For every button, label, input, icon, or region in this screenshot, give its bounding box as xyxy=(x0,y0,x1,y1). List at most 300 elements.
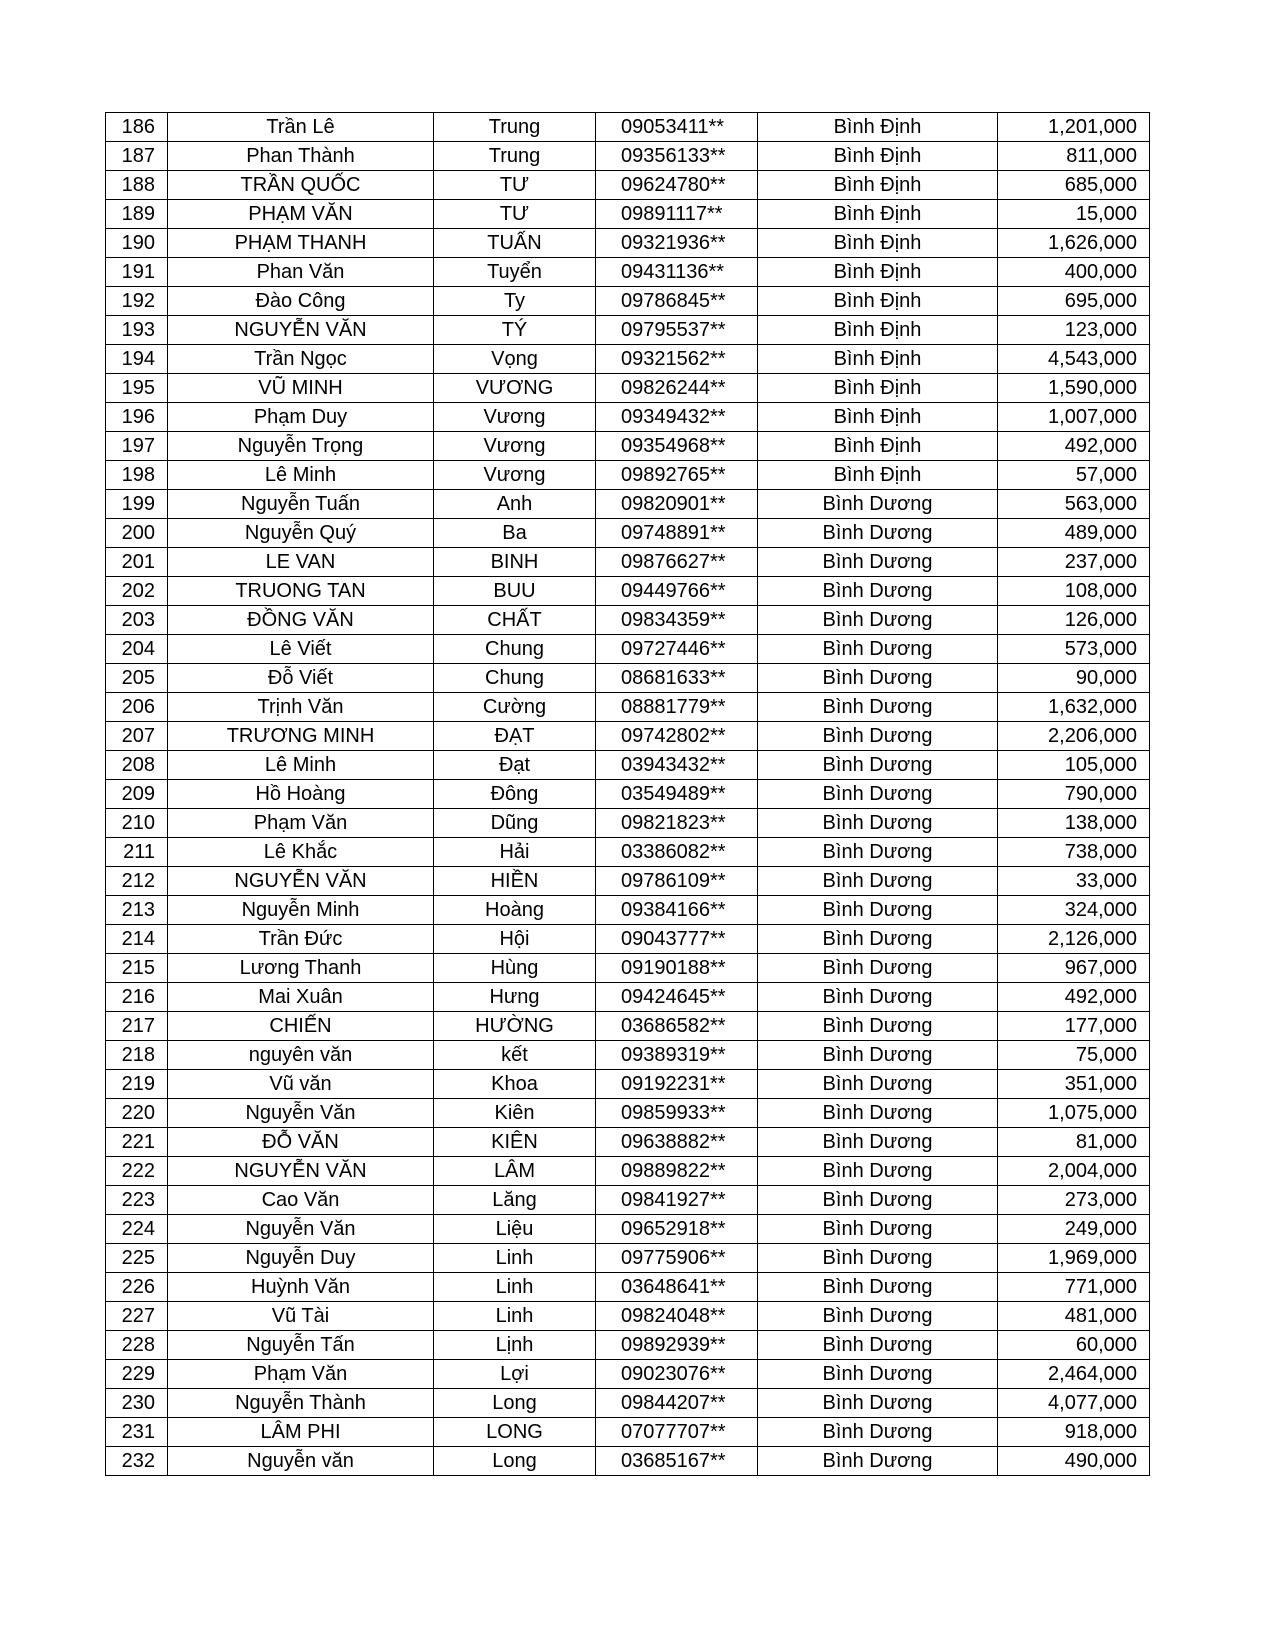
amount-cell: 1,007,000 xyxy=(998,403,1150,432)
surname-cell: TRUONG TAN xyxy=(168,577,434,606)
surname-cell: Phạm Duy xyxy=(168,403,434,432)
phone-cell: 09821823** xyxy=(596,809,758,838)
province-cell: Bình Định xyxy=(758,316,998,345)
amount-cell: 15,000 xyxy=(998,200,1150,229)
amount-cell: 918,000 xyxy=(998,1418,1150,1447)
row-number-cell: 196 xyxy=(106,403,168,432)
table-row xyxy=(106,1302,1150,1331)
row-number-cell: 231 xyxy=(106,1418,168,1447)
phone-cell: 03648641** xyxy=(596,1273,758,1302)
table-body xyxy=(106,113,1150,1476)
province-cell: Bình Dương xyxy=(758,577,998,606)
amount-cell: 57,000 xyxy=(998,461,1150,490)
province-cell: Bình Dương xyxy=(758,1360,998,1389)
table-row xyxy=(106,896,1150,925)
table-row xyxy=(106,664,1150,693)
row-number-cell: 202 xyxy=(106,577,168,606)
row-number-cell: 203 xyxy=(106,606,168,635)
province-cell: Bình Dương xyxy=(758,722,998,751)
given-name-cell: Hải xyxy=(434,838,596,867)
phone-cell: 03549489** xyxy=(596,780,758,809)
table-row xyxy=(106,1012,1150,1041)
table-row xyxy=(106,1215,1150,1244)
surname-cell: TRƯƠNG MINH xyxy=(168,722,434,751)
row-number-cell: 220 xyxy=(106,1099,168,1128)
row-number-cell: 217 xyxy=(106,1012,168,1041)
surname-cell: Nguyễn Tấn xyxy=(168,1331,434,1360)
given-name-cell: Trung xyxy=(434,142,596,171)
row-number-cell: 205 xyxy=(106,664,168,693)
given-name-cell: Vương xyxy=(434,403,596,432)
province-cell: Bình Dương xyxy=(758,780,998,809)
phone-cell: 09652918** xyxy=(596,1215,758,1244)
province-cell: Bình Dương xyxy=(758,867,998,896)
given-name-cell: Vương xyxy=(434,461,596,490)
given-name-cell: Lăng xyxy=(434,1186,596,1215)
surname-cell: Nguyễn Minh xyxy=(168,896,434,925)
row-number-cell: 188 xyxy=(106,171,168,200)
row-number-cell: 225 xyxy=(106,1244,168,1273)
given-name-cell: Liệu xyxy=(434,1215,596,1244)
amount-cell: 90,000 xyxy=(998,664,1150,693)
row-number-cell: 206 xyxy=(106,693,168,722)
phone-cell: 03685167** xyxy=(596,1447,758,1476)
row-number-cell: 194 xyxy=(106,345,168,374)
row-number-cell: 230 xyxy=(106,1389,168,1418)
given-name-cell: ĐẠT xyxy=(434,722,596,751)
province-cell: Bình Dương xyxy=(758,1447,998,1476)
surname-cell: Phạm Văn xyxy=(168,809,434,838)
given-name-cell: Hùng xyxy=(434,954,596,983)
table-row xyxy=(106,1070,1150,1099)
phone-cell: 09349432** xyxy=(596,403,758,432)
surname-cell: Hồ Hoàng xyxy=(168,780,434,809)
province-cell: Bình Dương xyxy=(758,1157,998,1186)
amount-cell: 108,000 xyxy=(998,577,1150,606)
amount-cell: 324,000 xyxy=(998,896,1150,925)
province-cell: Bình Dương xyxy=(758,751,998,780)
row-number-cell: 223 xyxy=(106,1186,168,1215)
given-name-cell: Đông xyxy=(434,780,596,809)
given-name-cell: Tuyển xyxy=(434,258,596,287)
amount-cell: 563,000 xyxy=(998,490,1150,519)
surname-cell: CHIẾN xyxy=(168,1012,434,1041)
surname-cell: Nguyễn Tuấn xyxy=(168,490,434,519)
province-cell: Bình Dương xyxy=(758,1186,998,1215)
province-cell: Bình Dương xyxy=(758,838,998,867)
surname-cell: nguyên văn xyxy=(168,1041,434,1070)
given-name-cell: TUẤN xyxy=(434,229,596,258)
row-number-cell: 228 xyxy=(106,1331,168,1360)
phone-cell: 09356133** xyxy=(596,142,758,171)
province-cell: Bình Định xyxy=(758,258,998,287)
phone-cell: 09321562** xyxy=(596,345,758,374)
amount-cell: 492,000 xyxy=(998,432,1150,461)
surname-cell: Lê Minh xyxy=(168,461,434,490)
amount-cell: 2,206,000 xyxy=(998,722,1150,751)
table-row xyxy=(106,954,1150,983)
surname-cell: Nguyễn Duy xyxy=(168,1244,434,1273)
row-number-cell: 200 xyxy=(106,519,168,548)
table-row xyxy=(106,113,1150,142)
surname-cell: Nguyễn Thành xyxy=(168,1389,434,1418)
amount-cell: 1,969,000 xyxy=(998,1244,1150,1273)
amount-cell: 1,632,000 xyxy=(998,693,1150,722)
phone-cell: 09053411** xyxy=(596,113,758,142)
province-cell: Bình Định xyxy=(758,432,998,461)
phone-cell: 09892939** xyxy=(596,1331,758,1360)
surname-cell: Trần Lê xyxy=(168,113,434,142)
surname-cell: Trịnh Văn xyxy=(168,693,434,722)
table-row xyxy=(106,1418,1150,1447)
province-cell: Bình Định xyxy=(758,403,998,432)
amount-cell: 790,000 xyxy=(998,780,1150,809)
row-number-cell: 212 xyxy=(106,867,168,896)
table-row xyxy=(106,142,1150,171)
surname-cell: ĐỒNG VĂN xyxy=(168,606,434,635)
given-name-cell: Hội xyxy=(434,925,596,954)
phone-cell: 09844207** xyxy=(596,1389,758,1418)
row-number-cell: 186 xyxy=(106,113,168,142)
province-cell: Bình Dương xyxy=(758,519,998,548)
row-number-cell: 201 xyxy=(106,548,168,577)
table-row xyxy=(106,345,1150,374)
amount-cell: 695,000 xyxy=(998,287,1150,316)
row-number-cell: 221 xyxy=(106,1128,168,1157)
phone-cell: 09820901** xyxy=(596,490,758,519)
province-cell: Bình Định xyxy=(758,374,998,403)
province-cell: Bình Dương xyxy=(758,1128,998,1157)
province-cell: Bình Dương xyxy=(758,1099,998,1128)
given-name-cell: Lợi xyxy=(434,1360,596,1389)
phone-cell: 09321936** xyxy=(596,229,758,258)
table-row xyxy=(106,1041,1150,1070)
table-row xyxy=(106,1389,1150,1418)
phone-cell: 09824048** xyxy=(596,1302,758,1331)
amount-cell: 2,126,000 xyxy=(998,925,1150,954)
amount-cell: 2,004,000 xyxy=(998,1157,1150,1186)
phone-cell: 09424645** xyxy=(596,983,758,1012)
table-row xyxy=(106,780,1150,809)
amount-cell: 490,000 xyxy=(998,1447,1150,1476)
given-name-cell: KIÊN xyxy=(434,1128,596,1157)
given-name-cell: Linh xyxy=(434,1273,596,1302)
phone-cell: 09727446** xyxy=(596,635,758,664)
given-name-cell: Linh xyxy=(434,1302,596,1331)
table-row xyxy=(106,693,1150,722)
amount-cell: 738,000 xyxy=(998,838,1150,867)
province-cell: Bình Định xyxy=(758,113,998,142)
amount-cell: 2,464,000 xyxy=(998,1360,1150,1389)
table-row xyxy=(106,1273,1150,1302)
surname-cell: Trần Đức xyxy=(168,925,434,954)
given-name-cell: Lịnh xyxy=(434,1331,596,1360)
amount-cell: 1,075,000 xyxy=(998,1099,1150,1128)
row-number-cell: 219 xyxy=(106,1070,168,1099)
given-name-cell: HIỀN xyxy=(434,867,596,896)
table-row xyxy=(106,1244,1150,1273)
amount-cell: 126,000 xyxy=(998,606,1150,635)
amount-cell: 685,000 xyxy=(998,171,1150,200)
row-number-cell: 193 xyxy=(106,316,168,345)
given-name-cell: Vương xyxy=(434,432,596,461)
given-name-cell: Ba xyxy=(434,519,596,548)
row-number-cell: 215 xyxy=(106,954,168,983)
surname-cell: PHẠM VĂN xyxy=(168,200,434,229)
surname-cell: LE VAN xyxy=(168,548,434,577)
province-cell: Bình Dương xyxy=(758,548,998,577)
province-cell: Bình Dương xyxy=(758,983,998,1012)
table-row xyxy=(106,751,1150,780)
province-cell: Bình Định xyxy=(758,171,998,200)
row-number-cell: 191 xyxy=(106,258,168,287)
row-number-cell: 192 xyxy=(106,287,168,316)
phone-cell: 09624780** xyxy=(596,171,758,200)
amount-cell: 967,000 xyxy=(998,954,1150,983)
table-row xyxy=(106,1157,1150,1186)
surname-cell: Đào Công xyxy=(168,287,434,316)
phone-cell: 09795537** xyxy=(596,316,758,345)
given-name-cell: Khoa xyxy=(434,1070,596,1099)
row-number-cell: 187 xyxy=(106,142,168,171)
given-name-cell: TƯ xyxy=(434,200,596,229)
amount-cell: 4,077,000 xyxy=(998,1389,1150,1418)
amount-cell: 249,000 xyxy=(998,1215,1150,1244)
table-row xyxy=(106,171,1150,200)
table-row xyxy=(106,867,1150,896)
province-cell: Bình Dương xyxy=(758,1244,998,1273)
province-cell: Bình Dương xyxy=(758,1331,998,1360)
amount-cell: 1,590,000 xyxy=(998,374,1150,403)
given-name-cell: Vọng xyxy=(434,345,596,374)
amount-cell: 60,000 xyxy=(998,1331,1150,1360)
phone-cell: 09891117** xyxy=(596,200,758,229)
given-name-cell: Long xyxy=(434,1389,596,1418)
province-cell: Bình Dương xyxy=(758,1273,998,1302)
phone-cell: 09043777** xyxy=(596,925,758,954)
amount-cell: 75,000 xyxy=(998,1041,1150,1070)
table-row xyxy=(106,983,1150,1012)
given-name-cell: Kiên xyxy=(434,1099,596,1128)
given-name-cell: BUU xyxy=(434,577,596,606)
phone-cell: 03943432** xyxy=(596,751,758,780)
amount-cell: 273,000 xyxy=(998,1186,1150,1215)
table-row xyxy=(106,1099,1150,1128)
table-row xyxy=(106,548,1150,577)
amount-cell: 771,000 xyxy=(998,1273,1150,1302)
table-row xyxy=(106,403,1150,432)
province-cell: Bình Định xyxy=(758,345,998,374)
surname-cell: Vũ Tài xyxy=(168,1302,434,1331)
province-cell: Bình Dương xyxy=(758,635,998,664)
table-row xyxy=(106,809,1150,838)
given-name-cell: Hoàng xyxy=(434,896,596,925)
row-number-cell: 197 xyxy=(106,432,168,461)
surname-cell: Lê Viết xyxy=(168,635,434,664)
amount-cell: 492,000 xyxy=(998,983,1150,1012)
province-cell: Bình Dương xyxy=(758,693,998,722)
province-cell: Bình Dương xyxy=(758,925,998,954)
given-name-cell: Đạt xyxy=(434,751,596,780)
surname-cell: Phan Văn xyxy=(168,258,434,287)
surname-cell: Nguyễn văn xyxy=(168,1447,434,1476)
given-name-cell: Trung xyxy=(434,113,596,142)
province-cell: Bình Định xyxy=(758,287,998,316)
phone-cell: 09190188** xyxy=(596,954,758,983)
phone-cell: 09431136** xyxy=(596,258,758,287)
surname-cell: Lê Khắc xyxy=(168,838,434,867)
surname-cell: Mai Xuân xyxy=(168,983,434,1012)
amount-cell: 81,000 xyxy=(998,1128,1150,1157)
table-row xyxy=(106,200,1150,229)
given-name-cell: kết xyxy=(434,1041,596,1070)
surname-cell: Trần Ngọc xyxy=(168,345,434,374)
province-cell: Bình Dương xyxy=(758,1041,998,1070)
phone-cell: 09354968** xyxy=(596,432,758,461)
table-row xyxy=(106,287,1150,316)
surname-cell: NGUYỄN VĂN xyxy=(168,867,434,896)
surname-cell: PHẠM THANH xyxy=(168,229,434,258)
surname-cell: Nguyễn Văn xyxy=(168,1215,434,1244)
surname-cell: Nguyễn Quý xyxy=(168,519,434,548)
table-row xyxy=(106,577,1150,606)
amount-cell: 4,543,000 xyxy=(998,345,1150,374)
row-number-cell: 232 xyxy=(106,1447,168,1476)
phone-cell: 09889822** xyxy=(596,1157,758,1186)
surname-cell: ĐỖ VĂN xyxy=(168,1128,434,1157)
province-cell: Bình Dương xyxy=(758,1389,998,1418)
row-number-cell: 199 xyxy=(106,490,168,519)
province-cell: Bình Dương xyxy=(758,664,998,693)
given-name-cell: TÝ xyxy=(434,316,596,345)
province-cell: Bình Dương xyxy=(758,1070,998,1099)
amount-cell: 351,000 xyxy=(998,1070,1150,1099)
table-row xyxy=(106,606,1150,635)
province-cell: Bình Định xyxy=(758,461,998,490)
surname-cell: Lương Thanh xyxy=(168,954,434,983)
given-name-cell: LONG xyxy=(434,1418,596,1447)
surname-cell: Vũ văn xyxy=(168,1070,434,1099)
province-cell: Bình Dương xyxy=(758,490,998,519)
row-number-cell: 214 xyxy=(106,925,168,954)
phone-cell: 09892765** xyxy=(596,461,758,490)
row-number-cell: 213 xyxy=(106,896,168,925)
amount-cell: 237,000 xyxy=(998,548,1150,577)
row-number-cell: 198 xyxy=(106,461,168,490)
phone-cell: 09742802** xyxy=(596,722,758,751)
province-cell: Bình Định xyxy=(758,200,998,229)
amount-cell: 105,000 xyxy=(998,751,1150,780)
table-row xyxy=(106,519,1150,548)
phone-cell: 09786845** xyxy=(596,287,758,316)
row-number-cell: 229 xyxy=(106,1360,168,1389)
row-number-cell: 227 xyxy=(106,1302,168,1331)
phone-cell: 09859933** xyxy=(596,1099,758,1128)
row-number-cell: 226 xyxy=(106,1273,168,1302)
province-cell: Bình Dương xyxy=(758,1215,998,1244)
given-name-cell: TƯ xyxy=(434,171,596,200)
table-row xyxy=(106,461,1150,490)
surname-cell: Phan Thành xyxy=(168,142,434,171)
amount-cell: 33,000 xyxy=(998,867,1150,896)
surname-cell: LÂM PHI xyxy=(168,1418,434,1447)
province-cell: Bình Dương xyxy=(758,809,998,838)
surname-cell: NGUYỄN VĂN xyxy=(168,316,434,345)
phone-cell: 09841927** xyxy=(596,1186,758,1215)
phone-cell: 09826244** xyxy=(596,374,758,403)
table-row xyxy=(106,432,1150,461)
table-row xyxy=(106,490,1150,519)
surname-cell: Huỳnh Văn xyxy=(168,1273,434,1302)
amount-cell: 1,201,000 xyxy=(998,113,1150,142)
phone-cell: 03386082** xyxy=(596,838,758,867)
given-name-cell: HƯỜNG xyxy=(434,1012,596,1041)
phone-cell: 08681633** xyxy=(596,664,758,693)
amount-cell: 573,000 xyxy=(998,635,1150,664)
amount-cell: 1,626,000 xyxy=(998,229,1150,258)
province-cell: Bình Định xyxy=(758,229,998,258)
row-number-cell: 190 xyxy=(106,229,168,258)
phone-cell: 09748891** xyxy=(596,519,758,548)
table-row xyxy=(106,1331,1150,1360)
given-name-cell: Dũng xyxy=(434,809,596,838)
row-number-cell: 207 xyxy=(106,722,168,751)
given-name-cell: BINH xyxy=(434,548,596,577)
amount-cell: 489,000 xyxy=(998,519,1150,548)
row-number-cell: 189 xyxy=(106,200,168,229)
row-number-cell: 209 xyxy=(106,780,168,809)
given-name-cell: LÂM xyxy=(434,1157,596,1186)
table-row xyxy=(106,635,1150,664)
phone-cell: 09384166** xyxy=(596,896,758,925)
surname-cell: Cao Văn xyxy=(168,1186,434,1215)
phone-cell: 09775906** xyxy=(596,1244,758,1273)
phone-cell: 09192231** xyxy=(596,1070,758,1099)
province-cell: Bình Dương xyxy=(758,954,998,983)
phone-cell: 09834359** xyxy=(596,606,758,635)
phone-cell: 09449766** xyxy=(596,577,758,606)
surname-cell: Đỗ Viết xyxy=(168,664,434,693)
row-number-cell: 204 xyxy=(106,635,168,664)
amount-cell: 177,000 xyxy=(998,1012,1150,1041)
given-name-cell: Anh xyxy=(434,490,596,519)
surname-cell: Phạm Văn xyxy=(168,1360,434,1389)
table-row xyxy=(106,316,1150,345)
given-name-cell: Hưng xyxy=(434,983,596,1012)
recipients-table xyxy=(105,112,1150,1476)
table-row xyxy=(106,1186,1150,1215)
table-row xyxy=(106,229,1150,258)
province-cell: Bình Dương xyxy=(758,1418,998,1447)
phone-cell: 09638882** xyxy=(596,1128,758,1157)
amount-cell: 123,000 xyxy=(998,316,1150,345)
surname-cell: NGUYỄN VĂN xyxy=(168,1157,434,1186)
phone-cell: 09023076** xyxy=(596,1360,758,1389)
table-row xyxy=(106,374,1150,403)
surname-cell: Nguyễn Trọng xyxy=(168,432,434,461)
given-name-cell: VƯƠNG xyxy=(434,374,596,403)
amount-cell: 400,000 xyxy=(998,258,1150,287)
row-number-cell: 216 xyxy=(106,983,168,1012)
phone-cell: 09389319** xyxy=(596,1041,758,1070)
given-name-cell: Linh xyxy=(434,1244,596,1273)
phone-cell: 09786109** xyxy=(596,867,758,896)
surname-cell: VŨ MINH xyxy=(168,374,434,403)
table-row xyxy=(106,925,1150,954)
row-number-cell: 210 xyxy=(106,809,168,838)
table-row xyxy=(106,258,1150,287)
amount-cell: 138,000 xyxy=(998,809,1150,838)
